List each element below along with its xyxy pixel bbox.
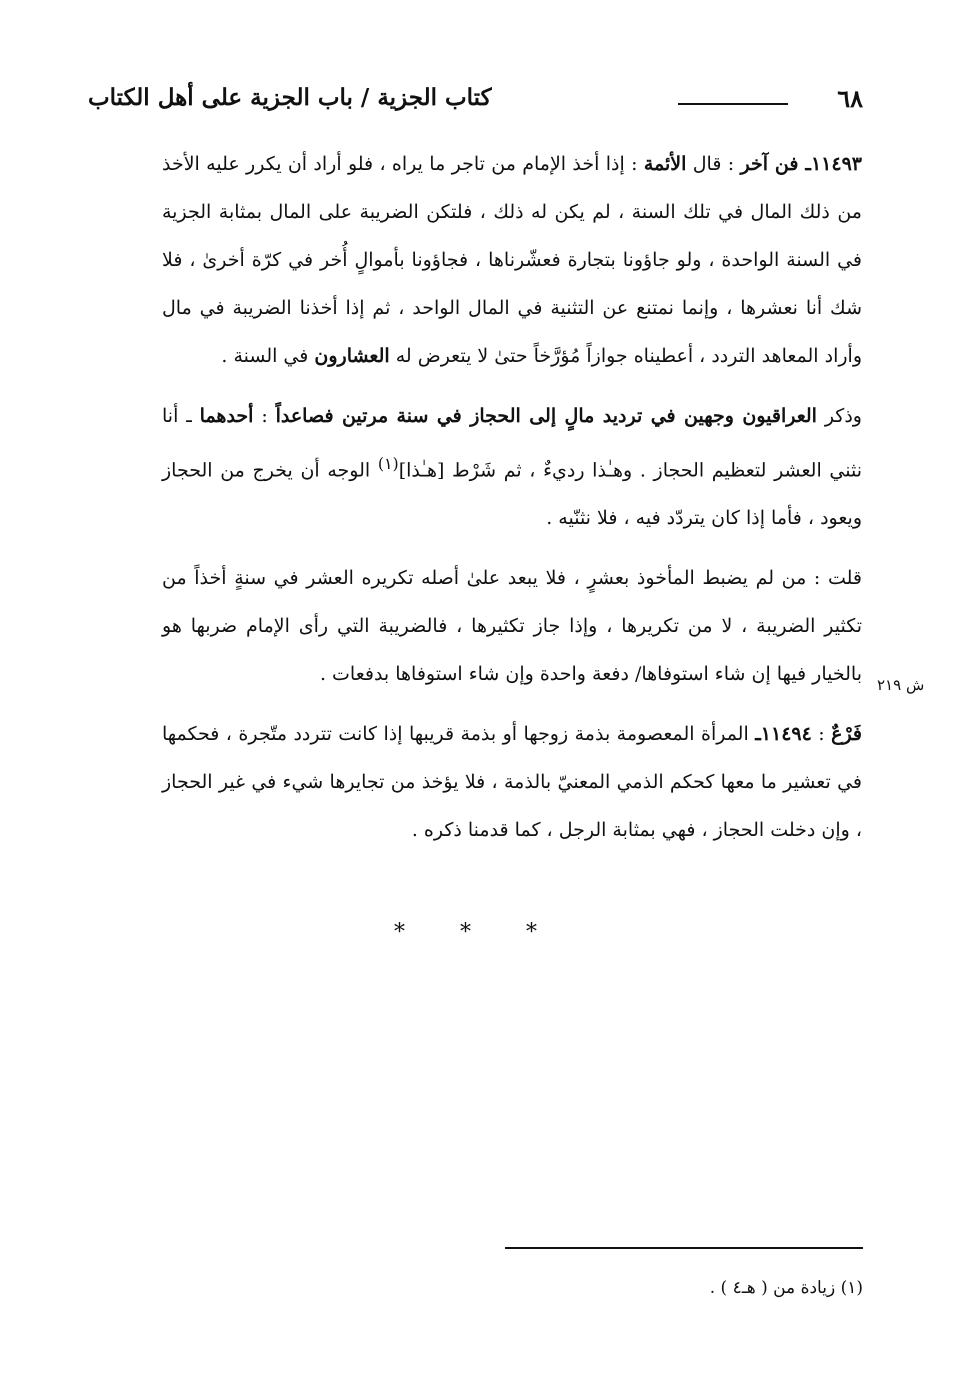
header-rule [678,103,788,105]
paragraph-1 [162,140,862,380]
bold-term: أحدهما [199,405,254,427]
text-run: : [253,405,276,427]
text-run: : [811,723,832,746]
paragraph-2 [162,392,862,542]
text-run: في السنة . [221,345,315,367]
margin-note: ش ٢١٩ [877,676,925,694]
footnote-ref[interactable]: (١) [377,454,399,473]
paragraph-3 [162,554,862,698]
text-run: : إذا أخذ الإمام من تاجر ما يراه ، فلو أراد أن يكرر عليه الأخذ من ذلك المال في تلك السنة ، لم يكن له ذلك ، فلتكن الضريبة على المال بمثابة الجزية في السنة الواحدة ، ولو جاؤونا بتجارة فعشّرناها ، فجاؤونا بأموالٍ أُخر في كرّة أخرىٰ ، فلا شك أنا نعشرها ، وإنما نمتنع عن التثنية في المال الواحد ، ثم إذا أخذنا الضريبة في مال وأراد المعاهد التردد ، أعطيناه جوازاً مُؤرَّخاً حتىٰ لا يتعرض له [162,153,862,367]
text-run: : قال [686,153,741,175]
footnote: (١) زيادة من ( هـ٤ ) . [709,1278,863,1298]
section-separator: * * * [394,920,561,945]
footnote-rule [505,1247,863,1249]
page-header [88,82,863,120]
running-title: كتاب الجزية / باب الجزية على أهل الكتاب [88,84,492,111]
text-run: المرأة المعصومة بذمة زوجها أو بذمة قريبها إذا كانت تتردد متّجرة ، فحكمها في تعشير ما معها كحكم الذمي المعنيّ بالذمة ، فلا يؤخذ من تجايرها شيء في غير الحجاز ، وإن دخلت الحجاز ، فهي بمثابة الرجل ، كما قدمنا ذكره . [162,723,862,842]
bold-term: العراقيون وجهين في ترديد مالٍ إلى الحجاز في سنة مرتين فصاعداً [275,405,817,427]
bold-term: الأئمة [643,153,687,175]
branch-heading: فَرْعٌ [831,723,863,746]
text-run: وذكر [816,405,862,427]
entry-number: ١١٤٩٤ـ [755,723,812,746]
entry-number: ١١٤٩٣ـ فن آخر [740,153,862,175]
text-run: الوجه أن يخرج من الحجاز ويعود ، فأما إذا كان يتردّد فيه ، فلا نثنّيه . [162,459,862,530]
paragraph-4 [162,710,862,854]
main-text [162,140,862,866]
text-run: قلت : من لم يضبط المأخوذ بعشرٍ ، فلا يبعد علىٰ أصله تكريره العشر في سنةٍ أخذاً من تكثير الضريبة ، لا من تكريرها ، وإذا جاز تكثيرها ، فالضريبة التي رأى الإمام ضربها هو بالخيار فيها إن شاء استوفاها/ دفعة واحدة وإن شاء استوفاها بدفعات . [162,567,862,686]
page-number: ٦٨ [837,84,863,113]
text-run: ـ أنا نثني العشر لتعظيم الحجاز . وهـٰذا رديءٌ ، ثم شَرْط [هـٰذا] [162,405,862,482]
bold-term: العشارون [314,345,390,367]
